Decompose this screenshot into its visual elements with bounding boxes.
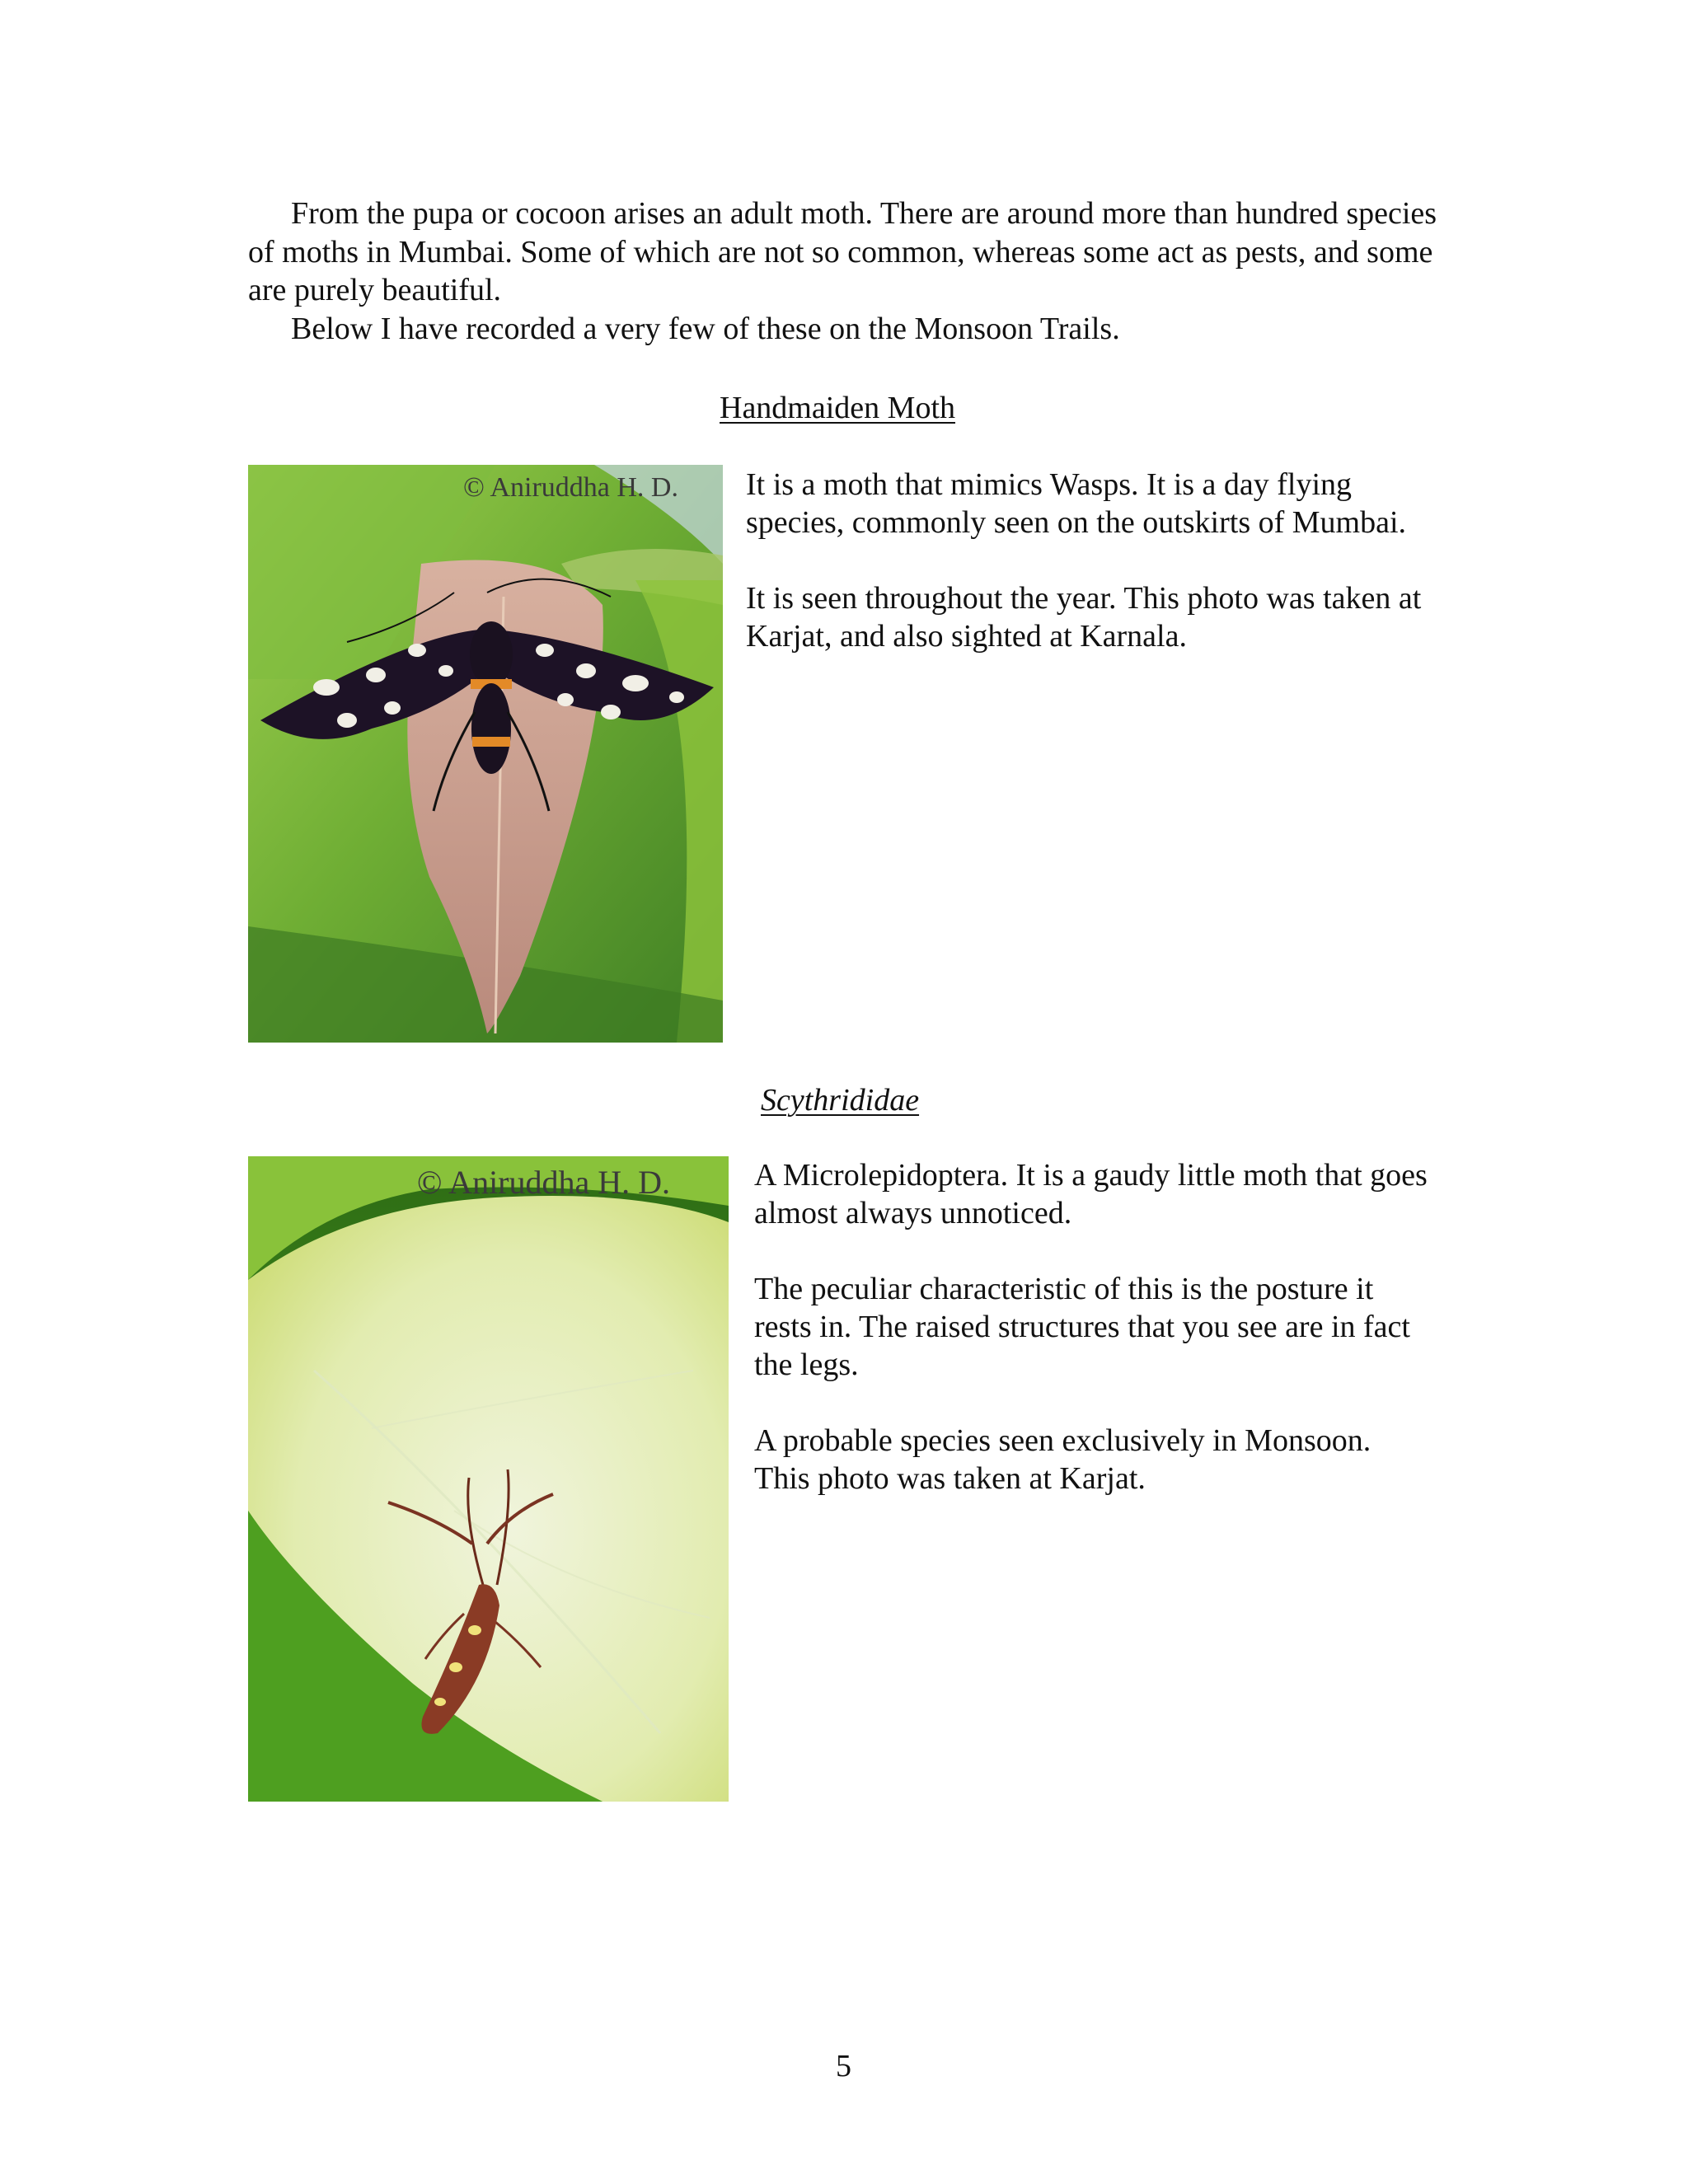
page-number: 5 <box>836 2049 851 2083</box>
photo-watermark: © Aniruddha H. D. <box>463 472 678 503</box>
description-paragraph: The peculiar characteristic of this is the posture it rests in. The raised structures that you see are in fact the legs. <box>754 1272 1410 1382</box>
handmaiden-moth-description <box>746 466 1447 693</box>
section-heading-handmaiden-moth: Handmaiden Moth <box>720 391 956 425</box>
intro-text <box>248 194 1451 348</box>
handmaiden-moth-photo <box>248 465 723 1043</box>
description-paragraph: A probable species seen exclusively in Monsoon. This photo was taken at Karjat. <box>754 1423 1372 1496</box>
section-heading-scythrididae: Scythrididae <box>761 1083 920 1118</box>
intro-paragraph: Below I have recorded a very few of these on the Monsoon Trails. <box>291 311 1120 346</box>
scythrididae-description <box>754 1156 1430 1535</box>
photo-watermark: © Aniruddha H. D. <box>417 1164 671 1201</box>
intro-paragraph: From the pupa or cocoon arises an adult moth. There are around more than hundred species of moths in Mumbai. Some of which are not so common, whereas some act as pests, and some are purely beautiful. <box>248 196 1437 307</box>
description-paragraph: A Microlepidoptera. It is a gaudy little moth that goes almost always unnoticed. <box>754 1158 1428 1230</box>
description-paragraph: It is seen throughout the year. This photo was taken at Karjat, and also sighted at Karnala. <box>746 581 1422 654</box>
description-paragraph: It is a moth that mimics Wasps. It is a day flying species, commonly seen on the outskirts of Mumbai. <box>746 467 1407 540</box>
scythrididae-photo <box>248 1156 729 1802</box>
